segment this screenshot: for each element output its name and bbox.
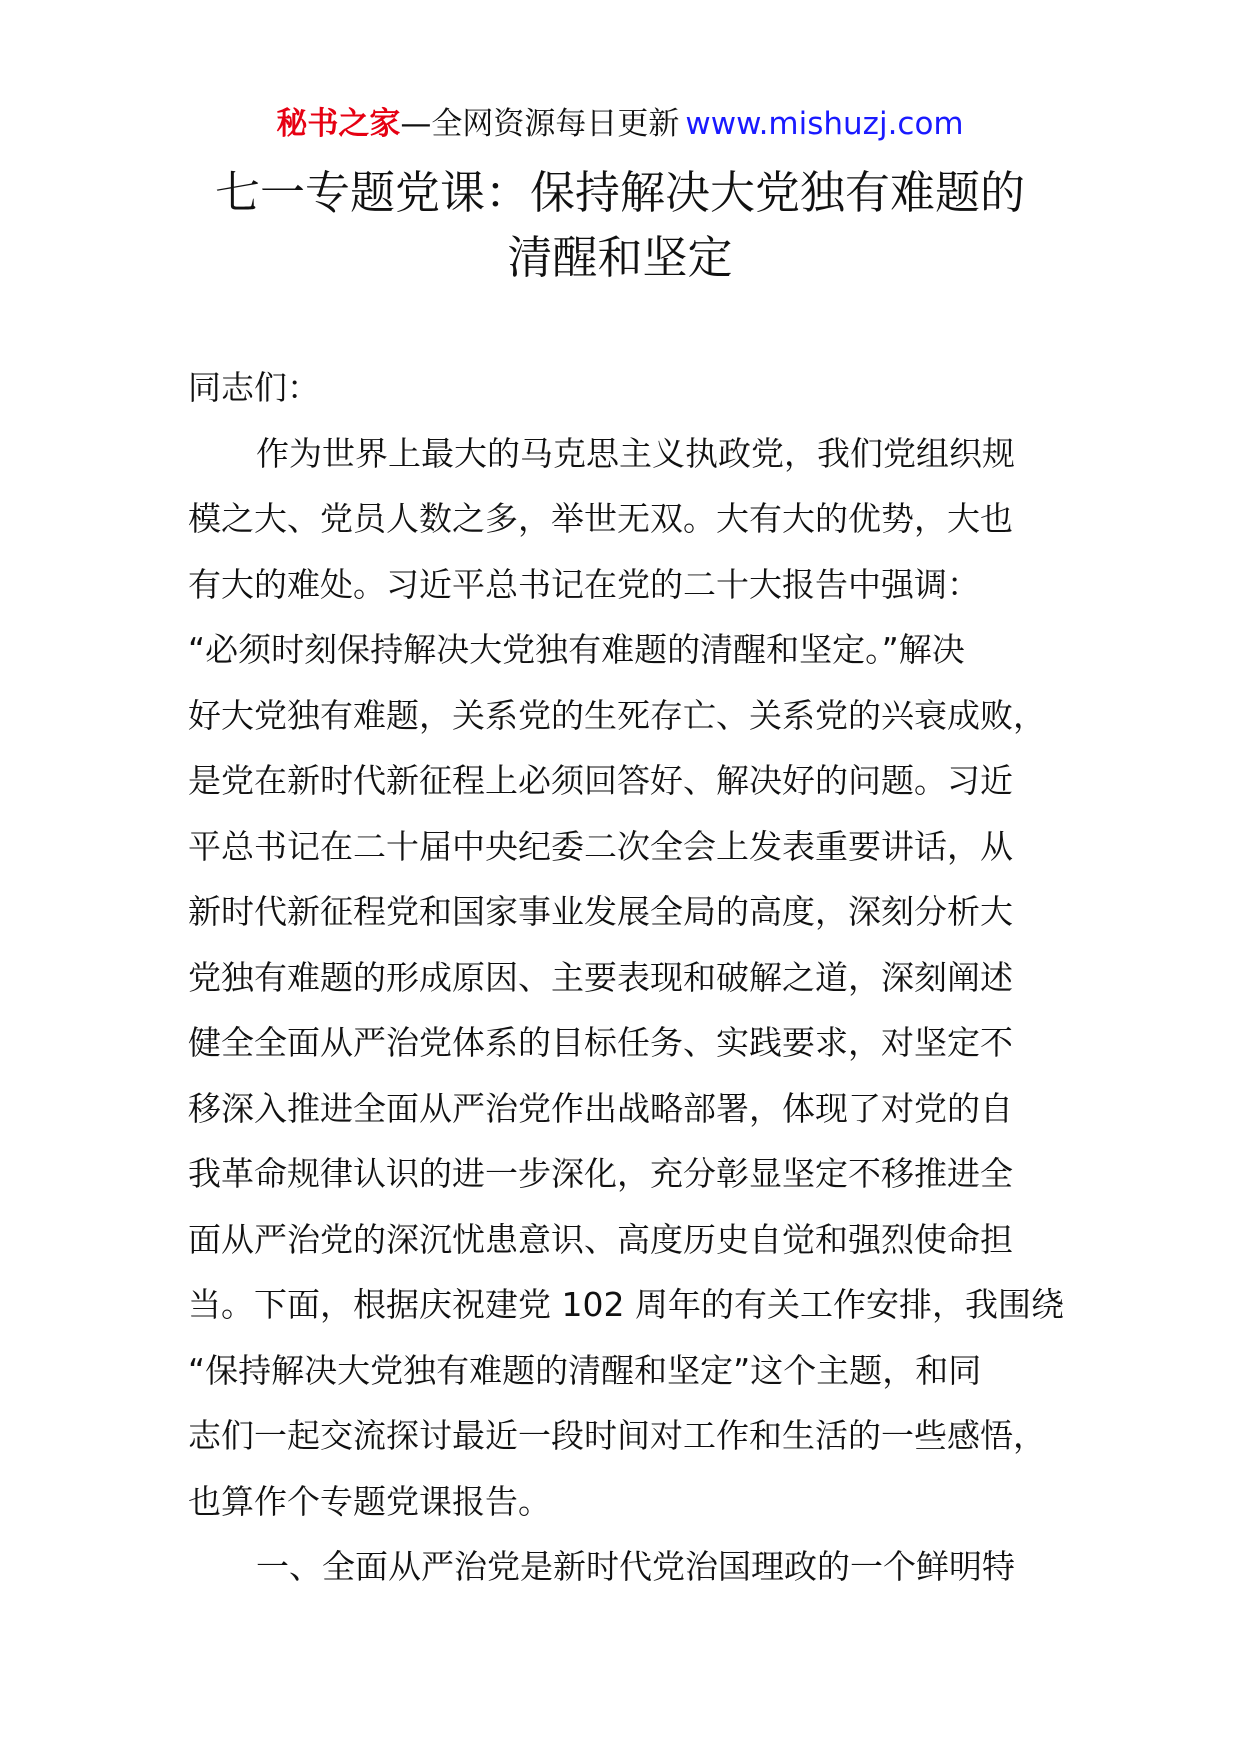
body-line: 党独有难题的形成原因、主要表现和破解之道，深刻阐述 bbox=[188, 957, 1013, 997]
body-line: 志们一起交流探讨最近一段时间对工作和生活的一些感悟， bbox=[188, 1416, 1046, 1455]
body-line: 模之大、党员人数之多，举世无双。大有大的优势，大也 bbox=[188, 499, 1013, 538]
title-line-2: 清醒和坚定 bbox=[507, 231, 733, 284]
body-line: 好大党独有难题，关系党的生死存亡、关系党的兴衰成败， bbox=[188, 695, 1046, 735]
body-line: 面从严治党的深沉忧患意识、高度历史自觉和强烈使命担 bbox=[188, 1219, 1013, 1259]
body-line: “必须时刻保持解决大党独有难题的清醒和坚定。”解决 bbox=[188, 630, 965, 669]
body-line: 是党在新时代新征程上必须回答好、解决好的问题。习近 bbox=[188, 761, 1013, 800]
site-url-link[interactable]: www.mishuzj.com bbox=[685, 106, 964, 142]
body-line: 新时代新征程党和国家事业发展全局的高度，深刻分析大 bbox=[188, 892, 1013, 931]
body-line: 健全全面从严治党体系的目标任务、实践要求，对坚定不 bbox=[188, 1023, 1013, 1062]
body-line: 平总书记在二十届中央纪委二次全会上发表重要讲话，从 bbox=[188, 826, 1013, 866]
body-line: 作为世界上最大的马克思主义执政党，我们党组织规 bbox=[256, 433, 1015, 473]
document-body bbox=[188, 355, 1064, 1600]
banner-slogan: —全网资源每日更新 bbox=[400, 106, 680, 142]
site-banner bbox=[0, 100, 1240, 148]
body-line: 有大的难处。习近平总书记在党的二十大报告中强调： bbox=[188, 564, 980, 604]
body-line: “保持解决大党独有难题的清醒和坚定”这个主题，和同 bbox=[188, 1350, 982, 1390]
body-line: 也算作个专题党课报告。 bbox=[188, 1481, 551, 1521]
body-line: 我革命规律认识的进一步深化，充分彰显坚定不移推进全 bbox=[188, 1154, 1013, 1193]
document-title bbox=[0, 160, 1240, 290]
body-line: 移深入推进全面从严治党作出战略部署，体现了对党的自 bbox=[188, 1088, 1013, 1128]
section-heading: 一、全面从严治党是新时代党治国理政的一个鲜明特 bbox=[256, 1547, 1015, 1586]
brand-name: 秘书之家 bbox=[276, 106, 401, 142]
title-line-1: 七一专题党课：保持解决大党独有难题的 bbox=[214, 166, 1025, 219]
salutation: 同志们： bbox=[188, 368, 320, 407]
body-line: 当。下面，根据庆祝建党 102 周年的有关工作安排，我围绕 bbox=[188, 1285, 1064, 1324]
